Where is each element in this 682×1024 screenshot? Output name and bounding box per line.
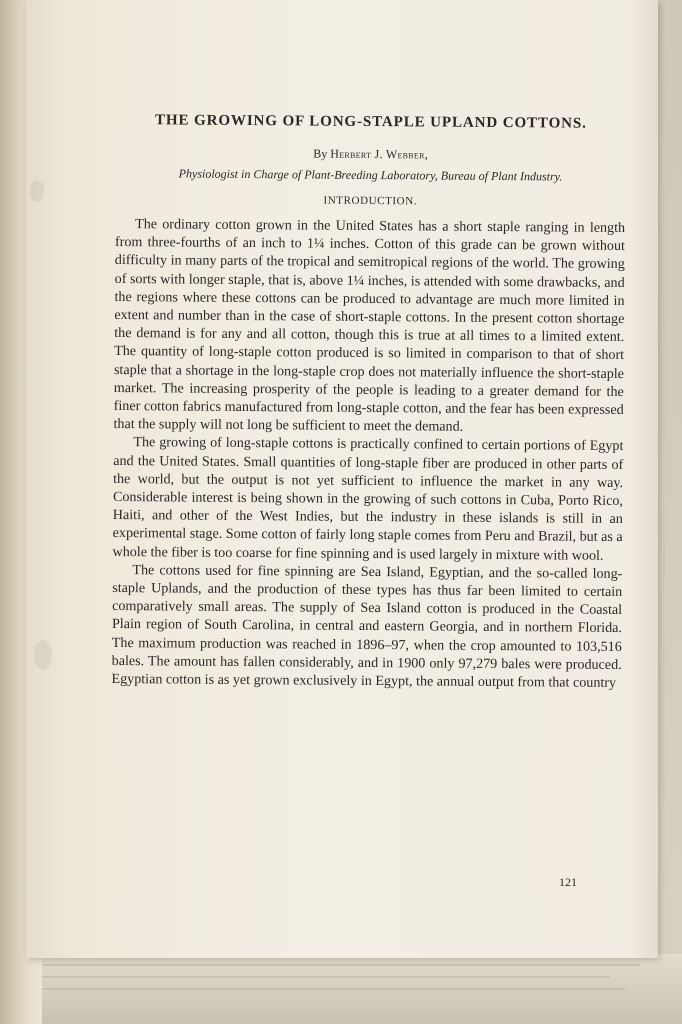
book-page	[26, 0, 658, 958]
article-title: THE GROWING OF LONG-STAPLE UPLAND COTTONS.	[154, 112, 587, 132]
page-edge-line	[0, 964, 640, 966]
paragraph: The cottons used for fine spinning are Sea Island, Egyptian, and the so-called long-staple Uplands, and the production of these types has thus far been limited to certain comparatively small areas. The supply of Sea Island cotton is produced in the Coastal Plain region of South Carolina, in central and eastern Georgia, and in northern Florida. The maximum production was reached in 1896–97, when the crop amounted to 103,516 bales. The amount has fallen considerably, and in 1900 only 97,279 bales were produced. Egyptian cotton is as yet grown exclusively in Egypt, the annual output from that country	[111, 562, 623, 692]
page-number: 121	[559, 875, 577, 889]
page-shadow	[630, 0, 658, 958]
paragraph: The ordinary cotton grown in the United States has a short staple ranging in length from three-fourths of an inch to 1¼ inches. Cotton of this grade can be grown without difficulty in many parts of the tropical and semitropical regions of the world. The growing of sorts with longer staple, that is, above 1¼ inches, is attended with some drawbacks, and the regions where these cottons can be produced to advantage are much more limited in extent and number than in the case of short-staple cottons. In the present cotton shortage the demand is for any and all cotton, though this is true at all times to a limited extent. The quantity of long-staple cotton produced is so limited in comparison to that of short staple that a shortage in the long-staple crop does not materially influence the short-staple market. The increasing prosperity of the people is leading to a greater demand for the finer cotton fabrics manufactured from long-staple cotton, and the fear has been expressed that the supply will not long be sufficient to meet the demand.	[113, 216, 626, 435]
byline-prefix: By	[313, 146, 331, 161]
page-content	[111, 112, 626, 692]
author-affiliation: Physiologist in Charge of Plant-Breeding Laboratory, Bureau of Plant Industry.	[178, 166, 563, 184]
paragraph: The growing of long-staple cottons is practically confined to certain portions of Egypt and the United States. Small quantities of long-staple fiber are produced in other parts of the world, but the output is not yet sufficient to influence the market in any way. Considerable interest is being shown in the growing of such cottons in Cuba, Porto Rico, Haiti, and other of the West Indies, but the industry in these islands is still in an experimental stage. Some cotton of fairly long staple comes from Peru and Brazil, but as a whole the fiber is too coarse for fine spinning and is used largely in mixture with wool.	[112, 434, 624, 564]
page-stack	[0, 954, 682, 1024]
page-stain	[30, 180, 44, 202]
section-heading: INTRODUCTION.	[323, 194, 418, 208]
byline	[116, 145, 626, 164]
page-edge-line	[0, 988, 625, 990]
page-edge-line	[0, 976, 610, 978]
author-name: Herbert J. Webber,	[330, 146, 429, 162]
page-stain	[34, 640, 52, 670]
